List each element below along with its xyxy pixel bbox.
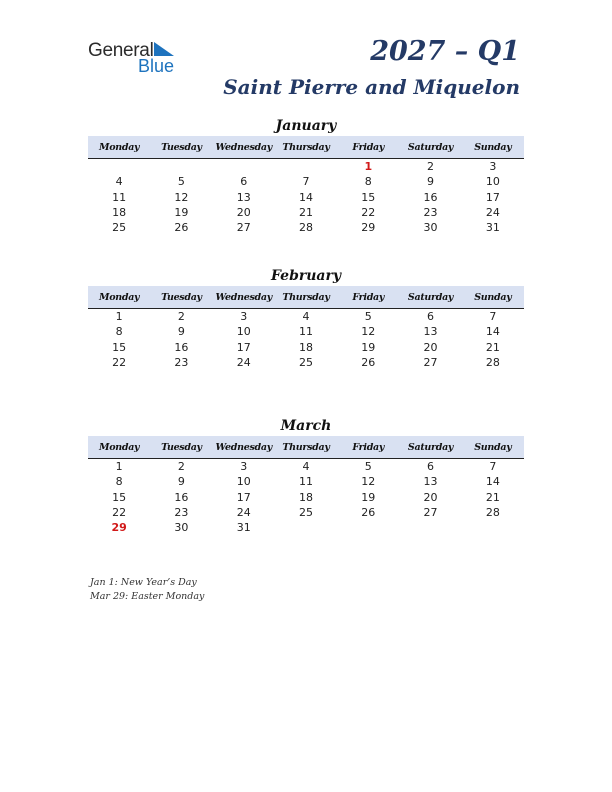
week-row — [88, 505, 524, 520]
day-cell: 26 — [361, 506, 376, 520]
weekday-label: Sunday — [474, 141, 512, 153]
week-row — [88, 190, 524, 205]
day-cell: 31 — [485, 221, 500, 235]
weekday-label: Saturday — [407, 441, 454, 453]
holiday-note: Jan 1: New Year’s Day — [90, 577, 197, 588]
day-cell: 27 — [236, 221, 251, 235]
day-cell: 10 — [236, 475, 251, 489]
day-cell: 15 — [112, 490, 127, 504]
month-grid — [88, 159, 524, 235]
day-cell: 30 — [423, 221, 438, 235]
day-cell: 5 — [177, 175, 185, 189]
day-cell: 17 — [236, 490, 251, 504]
week-row — [88, 340, 524, 355]
day-cell: 19 — [361, 340, 376, 354]
day-cell: 14 — [485, 325, 500, 339]
day-cell: 23 — [174, 506, 189, 520]
day-cell: 18 — [112, 206, 127, 220]
week-row — [88, 174, 524, 189]
day-cell: 2 — [177, 310, 185, 324]
day-cell: 24 — [236, 356, 251, 370]
weekday-label: Tuesday — [161, 441, 202, 453]
day-cell: 3 — [240, 460, 248, 474]
day-cell: 19 — [174, 206, 189, 220]
weekday-label: Tuesday — [161, 141, 202, 153]
day-cell: 24 — [485, 206, 500, 220]
week-row — [88, 355, 524, 370]
month-block-january — [88, 116, 524, 235]
day-cell: 18 — [298, 340, 313, 354]
day-cell: 26 — [174, 221, 189, 235]
day-cell: 1 — [115, 310, 123, 324]
day-cell: 4 — [115, 175, 123, 189]
weekday-label: Wednesday — [215, 291, 272, 303]
weekday-label: Monday — [99, 441, 140, 453]
day-cell: 23 — [174, 356, 189, 370]
month-title: February — [270, 268, 341, 284]
weekday-label: Monday — [99, 291, 140, 303]
day-cell: 27 — [423, 356, 438, 370]
day-cell: 12 — [174, 190, 189, 204]
day-cell: 22 — [361, 206, 376, 220]
day-cell: 6 — [427, 460, 435, 474]
weekday-label: Monday — [99, 141, 140, 153]
day-cell: 30 — [174, 521, 189, 535]
day-cell: 26 — [361, 356, 376, 370]
day-cell: 1 — [364, 160, 373, 174]
day-cell: 5 — [364, 310, 372, 324]
weekday-header — [88, 286, 524, 309]
day-cell: 11 — [298, 475, 313, 489]
holiday-note: Mar 29: Easter Monday — [90, 590, 205, 602]
day-cell: 9 — [427, 175, 435, 189]
day-cell: 13 — [423, 475, 438, 489]
day-cell: 16 — [423, 190, 438, 204]
weekday-label: Thursday — [282, 141, 330, 153]
day-cell: 14 — [298, 190, 313, 204]
day-cell: 16 — [174, 490, 189, 504]
day-cell: 7 — [302, 175, 310, 189]
day-cell: 13 — [236, 190, 251, 204]
weekday-label: Tuesday — [161, 291, 202, 303]
day-cell: 7 — [489, 310, 497, 324]
day-cell: 10 — [485, 175, 500, 189]
month-title: March — [280, 418, 332, 434]
day-cell: 21 — [485, 340, 500, 354]
week-row — [88, 220, 524, 235]
holiday-notes — [90, 576, 204, 603]
month-grid — [88, 309, 524, 370]
weekday-label: Friday — [352, 141, 385, 153]
day-cell: 2 — [427, 160, 435, 174]
generalblue-logo — [88, 40, 188, 76]
weekday-label: Friday — [352, 291, 385, 303]
week-row — [88, 490, 524, 505]
month-block-march — [88, 416, 524, 535]
week-row — [88, 159, 524, 174]
day-cell: 31 — [236, 521, 251, 535]
day-cell: 17 — [485, 190, 500, 204]
day-cell: 28 — [485, 506, 500, 520]
day-cell: 12 — [361, 325, 376, 339]
weekday-label: Thursday — [282, 291, 330, 303]
day-cell: 18 — [298, 490, 313, 504]
day-cell: 12 — [361, 475, 376, 489]
day-cell: 14 — [485, 475, 500, 489]
day-cell: 7 — [489, 460, 497, 474]
day-cell: 22 — [112, 506, 127, 520]
day-cell: 20 — [423, 340, 438, 354]
day-cell: 15 — [112, 340, 127, 354]
weekday-header — [88, 436, 524, 459]
page-title: 2027 – Q1 — [370, 36, 520, 67]
day-cell: 2 — [177, 460, 185, 474]
day-cell: 22 — [112, 356, 127, 370]
day-cell: 23 — [423, 206, 438, 220]
weekday-label: Friday — [352, 441, 385, 453]
day-cell: 10 — [236, 325, 251, 339]
day-cell: 8 — [115, 325, 123, 339]
day-cell: 6 — [240, 175, 248, 189]
day-cell: 11 — [112, 190, 127, 204]
day-cell: 5 — [364, 460, 372, 474]
weekday-label: Wednesday — [215, 441, 272, 453]
day-cell: 21 — [485, 490, 500, 504]
day-cell: 9 — [177, 475, 185, 489]
day-cell: 17 — [236, 340, 251, 354]
day-cell: 25 — [298, 356, 313, 370]
weekday-label: Saturday — [407, 291, 454, 303]
day-cell: 15 — [361, 190, 376, 204]
day-cell: 8 — [364, 175, 372, 189]
day-cell: 20 — [236, 206, 251, 220]
day-cell: 3 — [489, 160, 497, 174]
day-cell: 21 — [298, 206, 313, 220]
day-cell: 28 — [298, 221, 313, 235]
logo-word-blue: Blue — [138, 56, 175, 76]
day-cell: 3 — [240, 310, 248, 324]
day-cell: 8 — [115, 475, 123, 489]
day-cell: 29 — [361, 221, 376, 235]
weekday-label: Thursday — [282, 441, 330, 453]
month-title: January — [275, 118, 337, 134]
weekday-label: Saturday — [407, 141, 454, 153]
day-cell: 11 — [298, 325, 313, 339]
page-subtitle: Saint Pierre and Miquelon — [223, 75, 520, 99]
day-cell: 25 — [112, 221, 127, 235]
weekday-label: Sunday — [474, 291, 512, 303]
week-row — [88, 205, 524, 220]
day-cell: 1 — [115, 460, 123, 474]
day-cell: 24 — [236, 506, 251, 520]
week-row — [88, 474, 524, 489]
month-block-february — [88, 266, 524, 370]
day-cell: 6 — [427, 310, 435, 324]
weekday-label: Sunday — [474, 441, 512, 453]
weekday-header — [88, 136, 524, 159]
week-row — [88, 309, 524, 324]
week-row — [88, 520, 524, 535]
week-row — [88, 459, 524, 474]
day-cell: 29 — [111, 521, 127, 535]
day-cell: 4 — [302, 460, 310, 474]
week-row — [88, 324, 524, 339]
day-cell: 19 — [361, 490, 376, 504]
day-cell: 27 — [423, 506, 438, 520]
weekday-label: Wednesday — [215, 141, 272, 153]
day-cell: 28 — [485, 356, 500, 370]
day-cell: 16 — [174, 340, 189, 354]
month-grid — [88, 459, 524, 535]
logo-word-general: General — [88, 40, 154, 61]
day-cell: 20 — [423, 490, 438, 504]
day-cell: 9 — [177, 325, 185, 339]
day-cell: 13 — [423, 325, 438, 339]
day-cell: 25 — [298, 506, 313, 520]
day-cell: 4 — [302, 310, 310, 324]
